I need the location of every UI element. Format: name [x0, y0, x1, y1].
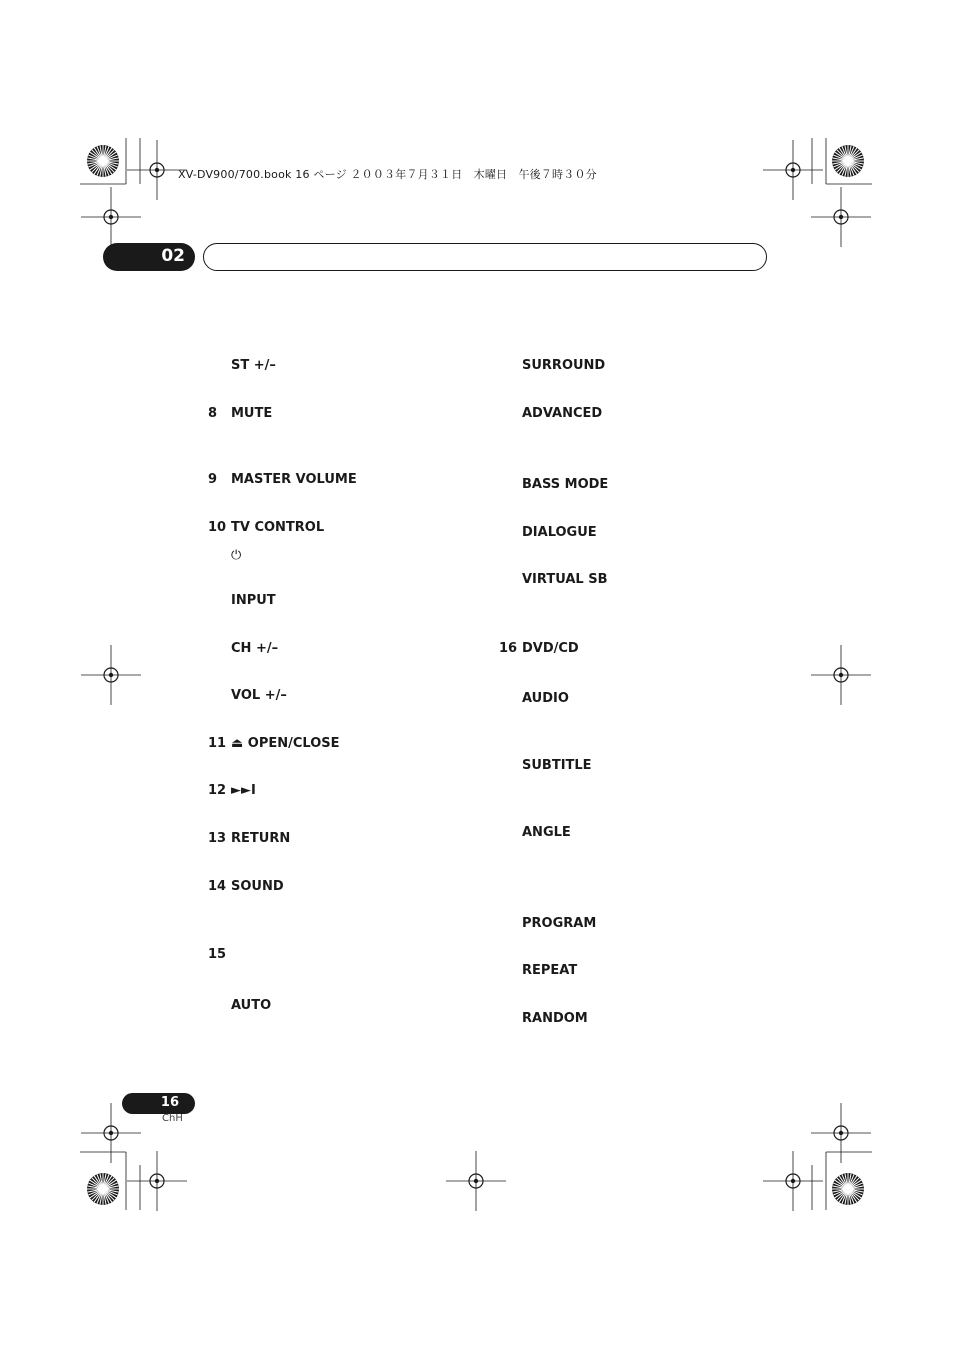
item-label: INPUT [231, 593, 276, 608]
item-label: ST +/– [231, 358, 276, 373]
item-label: BASS MODE [522, 477, 609, 492]
chapter-number: 02 [161, 246, 185, 266]
item-number: 16 [499, 641, 518, 656]
item-number: 8 [208, 406, 218, 421]
item-label: RANDOM [522, 1011, 588, 1026]
item-label: ADVANCED [522, 406, 603, 421]
item-label: AUDIO [522, 691, 569, 706]
page-number: 16 [160, 1095, 179, 1110]
item-label: REPEAT [522, 963, 578, 978]
item-number: 11 [208, 736, 227, 751]
language-code: ChH [162, 1113, 183, 1124]
next-track-icon: ►►I [231, 783, 256, 798]
file-header-line: XV-DV900/700.book 16 ページ ２００３年７月３１日 木曜日 午後７時３０分 [178, 168, 597, 181]
chapter-tab [103, 243, 195, 271]
item-label: ⏏ OPEN/CLOSE [231, 736, 340, 751]
page-number-tab [122, 1093, 195, 1114]
item-label: AUTO [231, 998, 272, 1013]
chapter-title-box [203, 243, 767, 271]
item-label: CH +/– [231, 641, 279, 656]
item-label: PROGRAM [522, 916, 597, 931]
item-number: 12 [208, 783, 227, 798]
item-label: VIRTUAL SB [522, 572, 608, 587]
item-label: RETURN [231, 831, 291, 846]
item-label: MUTE [231, 406, 273, 421]
item-label: DIALOGUE [522, 525, 597, 540]
item-label: MASTER VOLUME [231, 472, 357, 487]
item-label: SURROUND [522, 358, 606, 373]
item-number: 10 [208, 520, 227, 535]
item-label: ANGLE [522, 825, 571, 840]
item-number: 14 [208, 879, 227, 894]
item-number: 13 [208, 831, 227, 846]
item-number: 15 [208, 947, 227, 962]
item-label: SOUND [231, 879, 284, 894]
item-label: TV CONTROL [231, 520, 325, 535]
power-icon: ⏻ [231, 548, 242, 563]
item-label: VOL +/– [231, 688, 287, 703]
item-label: SUBTITLE [522, 758, 592, 773]
item-label: DVD/CD [522, 641, 579, 656]
item-number: 9 [208, 472, 218, 487]
